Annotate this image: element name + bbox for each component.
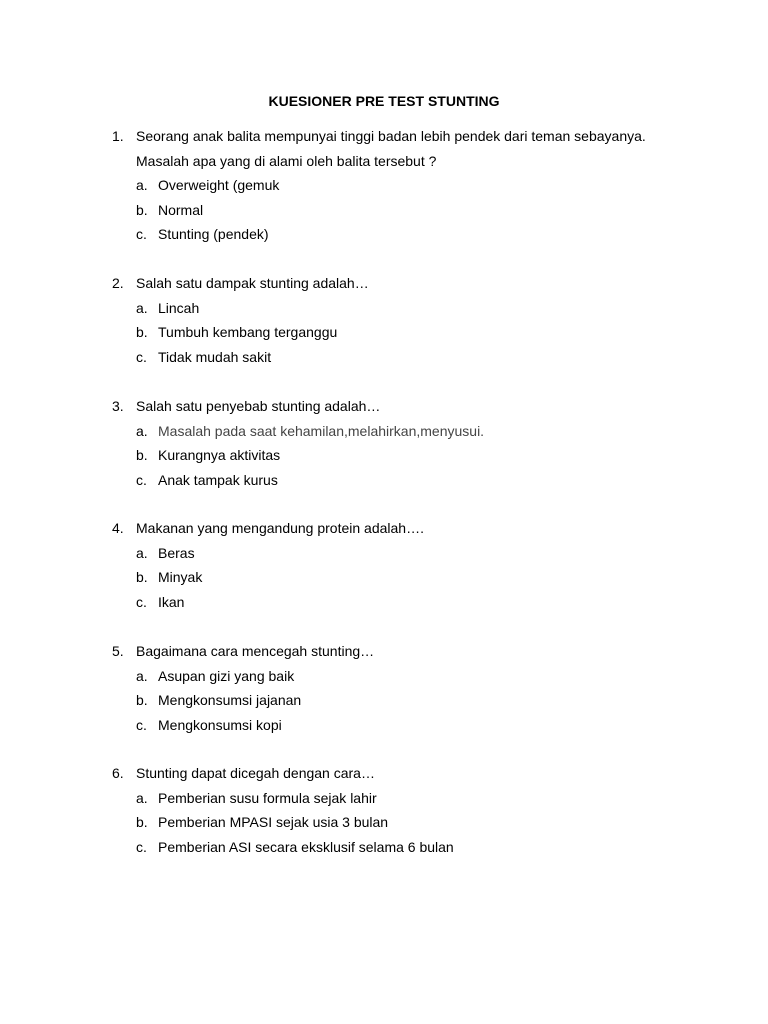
option-c	[112, 713, 712, 738]
option-b	[112, 320, 712, 345]
question-6	[112, 761, 712, 859]
question-number: 1.	[112, 128, 124, 144]
question-3	[112, 394, 712, 492]
option-letter: c.	[136, 593, 147, 610]
question-line	[112, 516, 712, 541]
option-text: Stunting (pendek)	[158, 226, 269, 242]
option-letter: b.	[136, 324, 148, 340]
option-text: Mengkonsumsi jajanan	[158, 692, 302, 708]
option-letter: a.	[136, 789, 148, 806]
option-text: Lincah	[158, 299, 200, 316]
option-a	[112, 173, 712, 198]
question-line	[112, 124, 712, 149]
option-c	[112, 468, 712, 493]
option-text: Tumbuh kembang terganggu	[158, 324, 338, 340]
question-text: Salah satu dampak stunting adalah…	[136, 275, 369, 291]
option-b	[112, 810, 712, 835]
question-line	[112, 761, 712, 786]
question-text: Bagaimana cara mencegah stunting…	[136, 643, 375, 659]
question-number: 2.	[112, 275, 124, 291]
option-text: Tidak mudah sakit	[158, 348, 272, 365]
option-a	[112, 786, 712, 811]
option-a	[112, 541, 712, 566]
question-line	[112, 394, 712, 419]
question-text: Stunting dapat dicegah dengan cara…	[136, 765, 375, 781]
question-line	[112, 271, 712, 296]
question-5	[112, 639, 712, 737]
option-letter: c.	[136, 471, 147, 488]
question-text: Salah satu penyebab stunting adalah…	[136, 398, 381, 414]
option-c	[112, 835, 712, 860]
option-text: Anak tampak kurus	[158, 471, 278, 488]
option-letter: b.	[136, 201, 148, 218]
option-letter: a.	[136, 177, 148, 193]
option-letter: a.	[136, 667, 148, 684]
option-text: Asupan gizi yang baik	[158, 667, 295, 684]
option-letter: a.	[136, 422, 148, 439]
option-letter: b.	[136, 814, 148, 830]
question-4	[112, 516, 712, 614]
question-text: Masalah apa yang di alami oleh balita tersebut ?	[136, 152, 437, 169]
question-number: 6.	[112, 765, 124, 781]
option-c	[112, 222, 712, 247]
question-text: Makanan yang mengandung protein adalah….	[136, 520, 424, 536]
question-line	[112, 149, 712, 174]
option-letter: c.	[136, 348, 147, 365]
option-letter: b.	[136, 447, 148, 463]
option-letter: a.	[136, 299, 148, 316]
option-a	[112, 664, 712, 689]
option-text: Minyak	[158, 569, 203, 585]
option-b	[112, 565, 712, 590]
option-text: Kurangnya aktivitas	[158, 447, 281, 463]
question-number: 4.	[112, 520, 124, 536]
option-b	[112, 688, 712, 713]
option-c	[112, 590, 712, 615]
option-letter: b.	[136, 692, 148, 708]
option-letter: b.	[136, 569, 148, 585]
option-letter: c.	[136, 716, 147, 733]
question-number: 3.	[112, 398, 124, 414]
option-letter: a.	[136, 544, 148, 561]
option-text: Pemberian susu formula sejak lahir	[158, 789, 377, 806]
option-c	[112, 345, 712, 370]
option-letter: c.	[136, 226, 147, 242]
option-text: Pemberian ASI secara eksklusif selama 6 bulan	[158, 838, 454, 855]
option-b	[112, 198, 712, 223]
option-text: Beras	[158, 544, 195, 561]
option-text: Ikan	[158, 593, 185, 610]
option-text: Pemberian MPASI sejak usia 3 bulan	[158, 814, 389, 830]
question-1	[112, 124, 712, 247]
option-a	[112, 419, 712, 444]
option-text: Normal	[158, 201, 204, 218]
option-text: Overweight (gemuk	[158, 177, 280, 193]
page-title: KUESIONER PRE TEST STUNTING	[268, 93, 500, 109]
option-b	[112, 443, 712, 468]
question-line	[112, 639, 712, 664]
option-letter: c.	[136, 838, 147, 855]
question-text: Seorang anak balita mempunyai tinggi badan lebih pendek dari teman sebayanya.	[136, 128, 646, 144]
option-text: Mengkonsumsi kopi	[158, 716, 282, 733]
option-text: Masalah pada saat kehamilan,melahirkan,menyusui.	[158, 422, 485, 439]
option-a	[112, 296, 712, 321]
question-number: 5.	[112, 643, 124, 659]
question-2	[112, 271, 712, 369]
